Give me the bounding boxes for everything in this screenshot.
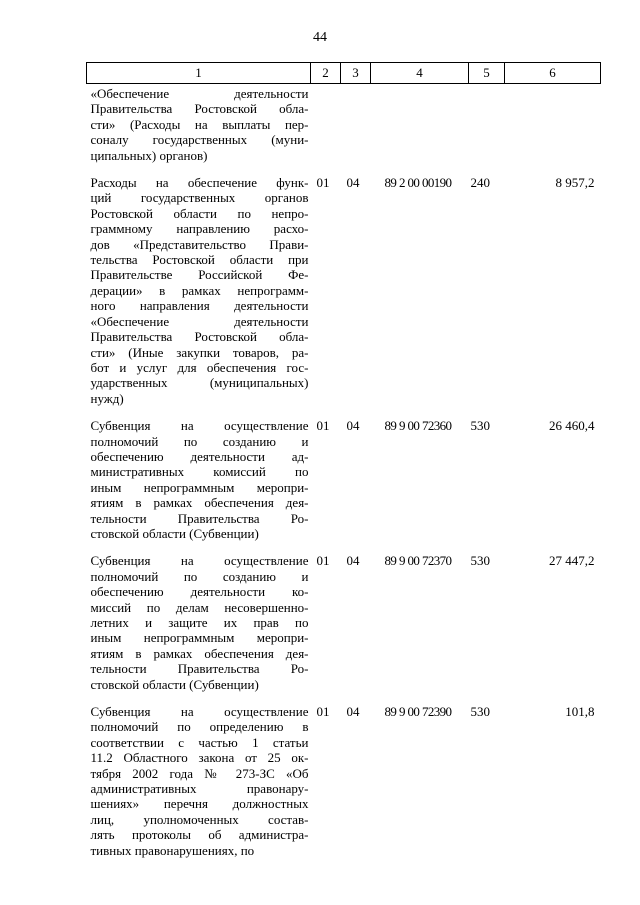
row-name-line: летних и защите их прав по xyxy=(90,615,309,630)
row-name-line: лять протоколы об администра- xyxy=(90,827,309,843)
row-name-line: тября 2002 года № 273-ЗС «Об xyxy=(90,765,309,781)
amount-cell: 8 957,2 xyxy=(555,175,595,191)
row-name-cell xyxy=(87,410,311,545)
row-name-line: шениях» перечня должностных xyxy=(90,796,309,812)
row-name-line: ций государственных органов xyxy=(90,190,309,206)
row-name-line: миссий по делам несовершенно- xyxy=(90,599,309,615)
header-col-6: 6 xyxy=(505,63,601,84)
row-name-line: тельства Ростовской области при xyxy=(90,252,309,268)
section-code-cell xyxy=(311,84,341,168)
row-name-line: ного направления деятельности xyxy=(90,298,309,314)
expense-type-code-cell xyxy=(469,84,505,168)
row-name-line: Правительстве Российской Фе- xyxy=(90,267,309,283)
row-name-line: административных правонару- xyxy=(90,781,309,797)
section-code-cell: 01 xyxy=(316,553,330,569)
subsection-code-cell: 04 xyxy=(346,704,360,720)
table-header xyxy=(87,63,601,84)
header-col-2: 2 xyxy=(311,63,341,84)
expense-type-code-cell: 530 xyxy=(470,418,490,434)
target-article-code-cell: 89 9 00 72370 xyxy=(384,553,452,569)
row-name-line: граммному направлению расхо- xyxy=(90,221,309,237)
expense-type-code-cell: 530 xyxy=(470,553,490,569)
row-name-line: соналу государственных (муни- xyxy=(90,132,309,148)
row-name-line: стовской области (Субвенции) xyxy=(90,525,259,541)
row-name-line: полномочий по созданию и xyxy=(90,433,309,449)
row-name-line: тельности Правительства Ро- xyxy=(90,661,309,677)
row-name-line: «Обеспечение деятельности xyxy=(90,313,309,329)
page-number: 44 xyxy=(313,30,327,45)
subsection-code-cell: 04 xyxy=(346,175,360,191)
row-name-cell xyxy=(87,167,311,410)
target-article-code-cell: 89 9 00 72360 xyxy=(384,418,452,434)
row-name-line: обеспечению деятельности ад- xyxy=(90,448,309,464)
row-name-line: лиц, уполномоченных состав- xyxy=(90,811,309,827)
row-name-line: ятиям в рамках обеспечения дея- xyxy=(90,495,309,511)
budget-table xyxy=(86,62,601,862)
row-name-line: бот и услуг для обеспечения гос- xyxy=(90,359,309,375)
subsection-code-cell: 04 xyxy=(346,418,360,434)
row-name-line: тивных правонарушениях, по xyxy=(90,842,255,858)
section-code-cell: 01 xyxy=(316,175,330,191)
row-name-line: министративных комиссий по xyxy=(90,464,309,480)
amount-cell: 27 447,2 xyxy=(549,553,595,569)
row-name-line: «Обеспечение деятельности xyxy=(90,86,309,101)
expense-type-code-cell: 240 xyxy=(470,175,490,191)
row-name-line: Правительства Ростовской обла- xyxy=(90,329,309,345)
header-col-4: 4 xyxy=(371,63,469,84)
table-body xyxy=(87,84,601,863)
row-name-line: стовской области (Субвенции) xyxy=(90,676,259,692)
row-name-line: иным непрограммным меропри- xyxy=(90,479,309,495)
table-row xyxy=(87,545,601,696)
row-name-line: Субвенция на осуществление xyxy=(90,418,309,434)
table-row xyxy=(87,696,601,862)
table-row xyxy=(87,84,601,168)
target-article-code-cell xyxy=(371,84,469,168)
row-name-line: Расходы на обеспечение функ- xyxy=(90,175,309,191)
row-name-line: Субвенция на осуществление xyxy=(90,553,309,569)
header-col-5: 5 xyxy=(469,63,505,84)
row-name-line: нужд) xyxy=(90,390,124,406)
row-name-line: соответствии с частью 1 статьи xyxy=(90,734,309,750)
row-name-line: полномочий по созданию и xyxy=(90,568,309,584)
row-name-line: 11.2 Областного закона от 25 ок- xyxy=(90,750,309,766)
row-name-line: дерации» в рамках непрограмм- xyxy=(90,282,309,298)
row-name-line: Ростовской области по непро- xyxy=(90,205,309,221)
subsection-code-cell xyxy=(341,84,371,168)
amount-cell xyxy=(505,84,601,168)
row-name-line: ятиям в рамках обеспечения дея- xyxy=(90,645,309,661)
row-name-cell xyxy=(87,545,311,696)
row-name-cell xyxy=(87,84,311,168)
row-name-line: Правительства Ростовской обла- xyxy=(90,101,309,117)
row-name-line: ударственных (муниципальных) xyxy=(90,375,309,391)
table-row xyxy=(87,410,601,545)
table-row xyxy=(87,167,601,410)
row-name-line: тельности Правительства Ро- xyxy=(90,510,309,526)
section-code-cell: 01 xyxy=(316,418,330,434)
row-name-line: сти» (Расходы на выплаты пер- xyxy=(90,116,309,132)
expense-type-code-cell: 530 xyxy=(470,704,490,720)
row-name-line: полномочий по определению в xyxy=(90,719,309,735)
row-name-line: иным непрограммным меропри- xyxy=(90,630,309,646)
row-name-line: обеспечению деятельности ко- xyxy=(90,584,309,600)
target-article-code-cell: 89 9 00 72390 xyxy=(384,704,452,720)
row-name-line: Субвенция на осуществление xyxy=(90,704,309,720)
row-name-line: сти» (Иные закупки товаров, ра- xyxy=(90,344,309,360)
header-col-1: 1 xyxy=(87,63,311,84)
target-article-code-cell: 89 2 00 00190 xyxy=(384,175,452,191)
row-name-line: ципальных) органов) xyxy=(90,147,208,163)
row-name-line: дов «Представительство Прави- xyxy=(90,236,309,252)
section-code-cell: 01 xyxy=(316,704,330,720)
row-name-cell xyxy=(87,696,311,862)
subsection-code-cell: 04 xyxy=(346,553,360,569)
header-col-3: 3 xyxy=(341,63,371,84)
amount-cell: 101,8 xyxy=(565,704,595,720)
amount-cell: 26 460,4 xyxy=(549,418,595,434)
